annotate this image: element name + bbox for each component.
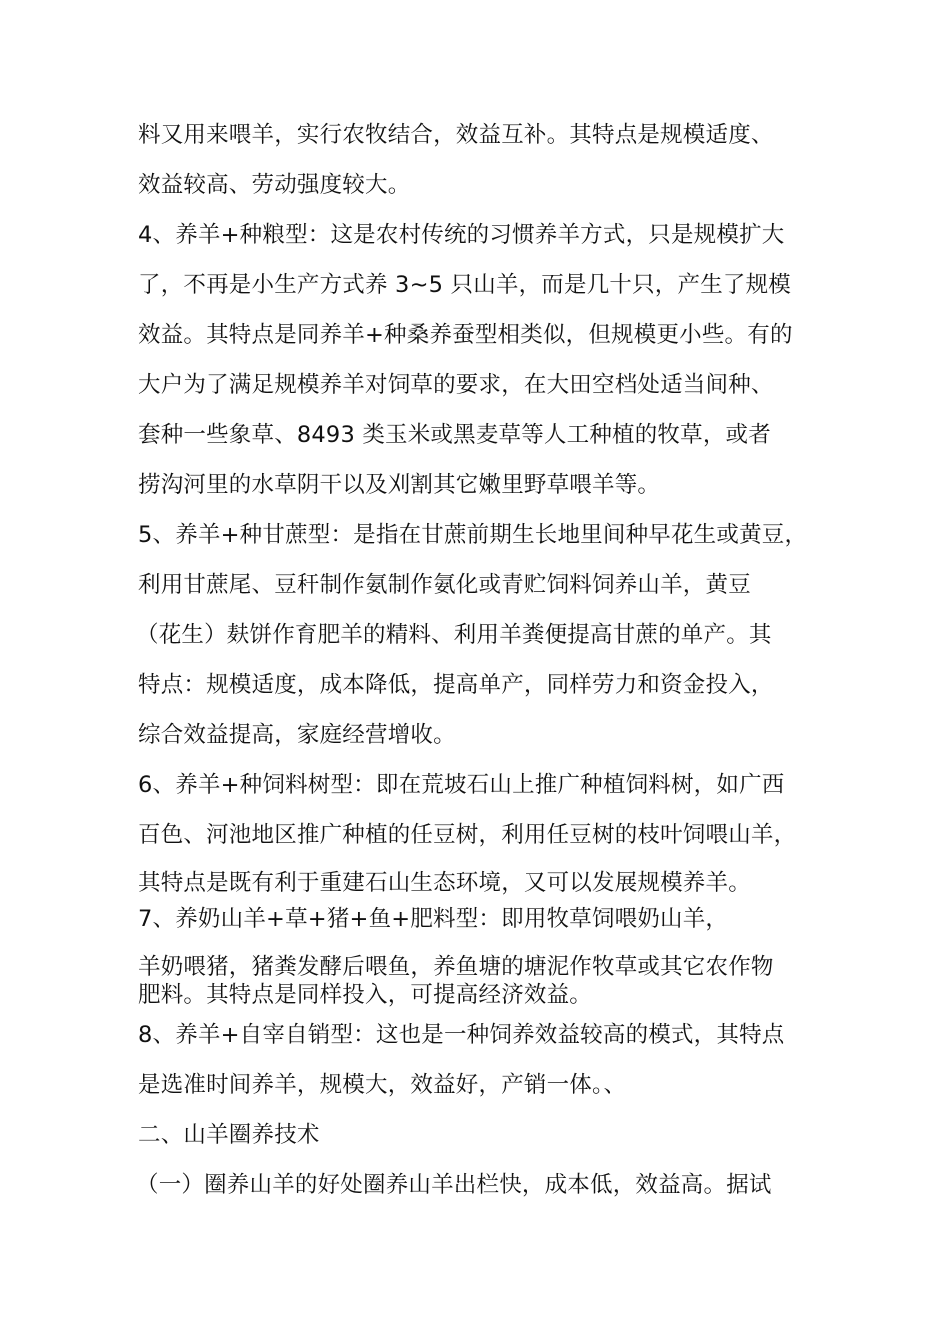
text-line-21: 是选准时间养羊，规模大，效益好，产销一体。、	[138, 1072, 627, 1098]
text-line-13: 综合效益提高，家庭经营增收。	[138, 722, 456, 748]
text-line-15: 百色、河池地区推广种植的任豆树，利用任豆树的枝叶饲喂山羊，	[138, 822, 797, 848]
text-line-4: 了，不再是小生产方式养 3~5 只山羊，而是几十只，产生了规模	[138, 272, 791, 298]
text-line-19: 肥料。其特点是同样投入，可提高经济效益。	[138, 982, 593, 1008]
text-line-9: 5、养羊+种甘蔗型：是指在甘蔗前期生长地里间种早花生或黄豆，	[138, 522, 808, 548]
text-line-2: 效益较高、劳动强度较大。	[138, 172, 411, 198]
text-line-5: 效益。其特点是同养羊+种桑养蚕型相类似，但规模更小些。有的	[138, 322, 793, 348]
text-line-1: 料又用来喂羊，实行农牧结合，效益互补。其特点是规模适度、	[138, 122, 774, 148]
text-line-18: 羊奶喂猪，猪粪发酵后喂鱼，养鱼塘的塘泥作牧草或其它农作物	[138, 954, 774, 980]
text-line-14: 6、养羊+种饲料树型：即在荒坡石山上推广种植饲料树，如广西	[138, 772, 785, 798]
text-line-6: 大户为了满足规模养羊对饲草的要求，在大田空档处适当间种、	[138, 372, 774, 398]
text-line-17: 7、养奶山羊+草+猪+鱼+肥料型：即用牧草饲喂奶山羊，	[138, 906, 729, 932]
section-heading: 二、山羊圈养技术	[138, 1122, 320, 1148]
text-line-12: 特点：规模适度，成本降低，提高单产，同样劳力和资金投入，	[138, 672, 774, 698]
text-line-7: 套种一些象草、8493 类玉米或黑麦草等人工种植的牧草，或者	[138, 422, 771, 448]
text-line-16: 其特点是既有利于重建石山生态环境，又可以发展规模养羊。	[138, 870, 751, 896]
text-line-23: （一）圈养山羊的好处圈养山羊出栏快，成本低，效益高。据试	[136, 1172, 772, 1198]
text-line-10: 利用甘蔗尾、豆秆制作氨制作氨化或青贮饲料饲养山羊，黄豆	[138, 572, 751, 598]
text-line-20: 8、养羊+自宰自销型：这也是一种饲养效益较高的模式，其特点	[138, 1022, 785, 1048]
text-line-11: （花生）麸饼作育肥羊的精料、利用羊粪便提高甘蔗的单产。其	[136, 622, 772, 648]
text-line-8: 捞沟河里的水草阴干以及刈割其它嫩里野草喂羊等。	[138, 472, 661, 498]
text-line-3: 4、养羊+种粮型：这是农村传统的习惯养羊方式，只是规模扩大	[138, 222, 785, 248]
